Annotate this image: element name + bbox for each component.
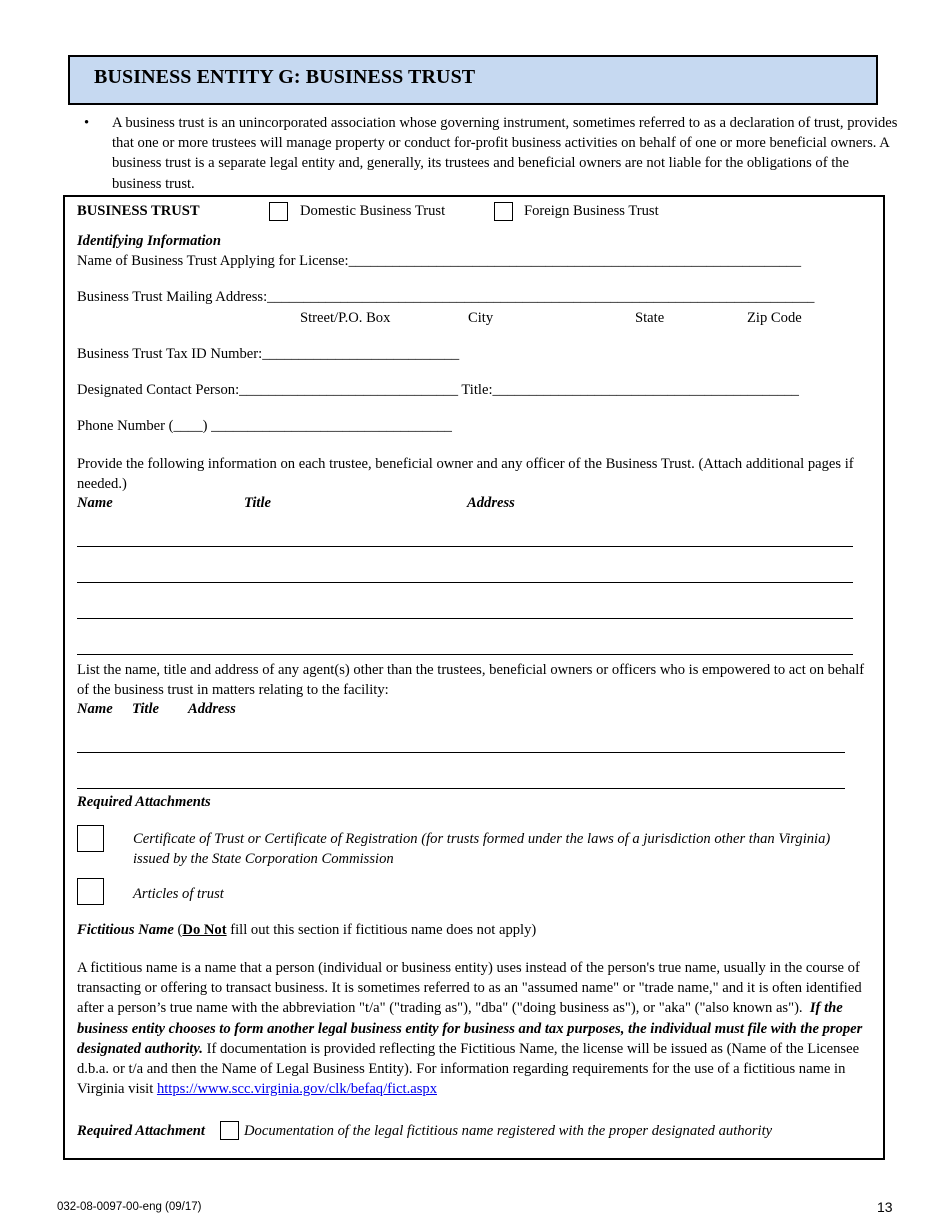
attachment-articles-label: Articles of trust — [133, 886, 224, 902]
domestic-trust-label: Domestic Business Trust — [300, 203, 446, 219]
trustee-col-title: Title — [244, 495, 272, 511]
required-attachments-heading: Required Attachments — [77, 794, 211, 810]
trustee-line-1[interactable] — [77, 546, 853, 547]
identifying-info-heading: Identifying Information — [77, 233, 221, 249]
phone-number-field[interactable]: Phone Number (____) _________________________________ — [77, 418, 452, 434]
agent-col-address: Address — [188, 701, 236, 717]
mailing-address-field[interactable]: Business Trust Mailing Address:___________________________________________________________________________ — [77, 289, 815, 305]
foreign-trust-checkbox[interactable] — [494, 202, 513, 221]
agent-instructions: List the name, title and address of any agent(s) other than the trustees, beneficial owners or officers who is empowered to act on behalf of the business trust in matters relating to the facility: — [77, 662, 865, 699]
contact-person-field[interactable]: Designated Contact Person:______________________________ Title:__________________________________________ — [77, 382, 799, 398]
domestic-trust-checkbox[interactable] — [269, 202, 288, 221]
page-number: 13 — [877, 1199, 893, 1215]
address-city-caption: City — [468, 310, 494, 326]
address-street-caption: Street/P.O. Box — [300, 310, 391, 326]
fictitious-note: fill out this section if fictitious name does not apply) — [226, 922, 537, 938]
intro-text: A business trust is an unincorporated association whose governing instrument, sometimes referred to as a declaration of trust, provides that one or more trustees will manage property or conduct for-profit business activities on behalf of one or more beneficial owners. A business trust is a separate legal entity and, generally, its trustees and beneficial owners are not liable for the obligations of the business trust. — [112, 115, 898, 192]
fictitious-name-heading: Fictitious Name — [77, 922, 174, 938]
fictitious-name-paragraph — [77, 958, 867, 1099]
attachment-certificate-label: Certificate of Trust or Certificate of Registration (for trusts formed under the laws of a jurisdiction other than Virginia) issued by the State Corporation Commission — [133, 831, 831, 868]
form-code: 032-08-0097-00-eng (09/17) — [57, 1201, 202, 1213]
agent-line-2[interactable] — [77, 788, 845, 789]
agent-col-name: Name — [77, 701, 113, 717]
attachment-articles-checkbox[interactable] — [77, 878, 104, 905]
fictitious-details: If documentation is provided reflecting the Fictitious Name, the license will be issued as (Name of the Licensee d.b.a. or t/a and then the Name of Legal Business Entity). For information regarding requirements for the use of a fictitious name in Virginia visit — [77, 1040, 860, 1098]
trustee-line-3[interactable] — [77, 618, 853, 619]
trustee-instructions: Provide the following information on each trustee, beneficial owner and any officer of the Business Trust. (Attach additional pages if needed.) — [77, 456, 854, 493]
agent-col-title: Title — [132, 701, 160, 717]
fictitious-open-paren: ( — [173, 922, 183, 938]
section-title: BUSINESS ENTITY G: BUSINESS TRUST — [94, 66, 476, 88]
attachment-certificate-checkbox[interactable] — [77, 825, 104, 852]
trustee-col-address: Address — [467, 495, 515, 511]
address-state-caption: State — [635, 310, 665, 326]
trustee-line-4[interactable] — [77, 654, 853, 655]
fictitious-name-heading-row — [77, 922, 536, 939]
trust-name-field[interactable]: Name of Business Trust Applying for License:______________________________________________________________ — [77, 253, 802, 269]
tax-id-field[interactable]: Business Trust Tax ID Number:___________________________ — [77, 346, 460, 362]
fictitious-bold-instruction: If the business entity chooses to form another legal business entity for business and tax purposes, the individual must file with the proper designated authority. — [77, 1000, 863, 1057]
agent-line-1[interactable] — [77, 752, 845, 753]
address-zip-caption: Zip Code — [747, 310, 802, 326]
trustee-col-name: Name — [77, 495, 113, 511]
intro-paragraph — [84, 113, 899, 194]
required-attachment-label: Required Attachment — [77, 1123, 205, 1139]
fictitious-definition: A fictitious name is a name that a person (individual or business entity) uses instead of the person's true name, usually in the course of transacting or offering to transact business. It is sometimes referred to as an "assumed name" or "trade name," and it is often identified after a person’s true name with the abbreviation "t/a" ("trading as"), "dba" ("doing business as"), or "aka" ("also known as"). — [77, 960, 862, 1017]
fictitious-attachment-checkbox[interactable] — [220, 1121, 239, 1140]
section-header — [68, 55, 878, 105]
foreign-trust-label: Foreign Business Trust — [524, 203, 659, 219]
scc-fictitious-name-link[interactable]: https://www.scc.virginia.gov/clk/befaq/fict.aspx — [156, 1081, 437, 1098]
fictitious-attachment-text: Documentation of the legal fictitious name registered with the proper designated authority — [244, 1123, 773, 1139]
do-not-emphasis: Do Not — [182, 922, 227, 938]
form-heading: BUSINESS TRUST — [77, 203, 200, 219]
bullet-icon: • — [84, 115, 90, 131]
trustee-line-2[interactable] — [77, 582, 853, 583]
